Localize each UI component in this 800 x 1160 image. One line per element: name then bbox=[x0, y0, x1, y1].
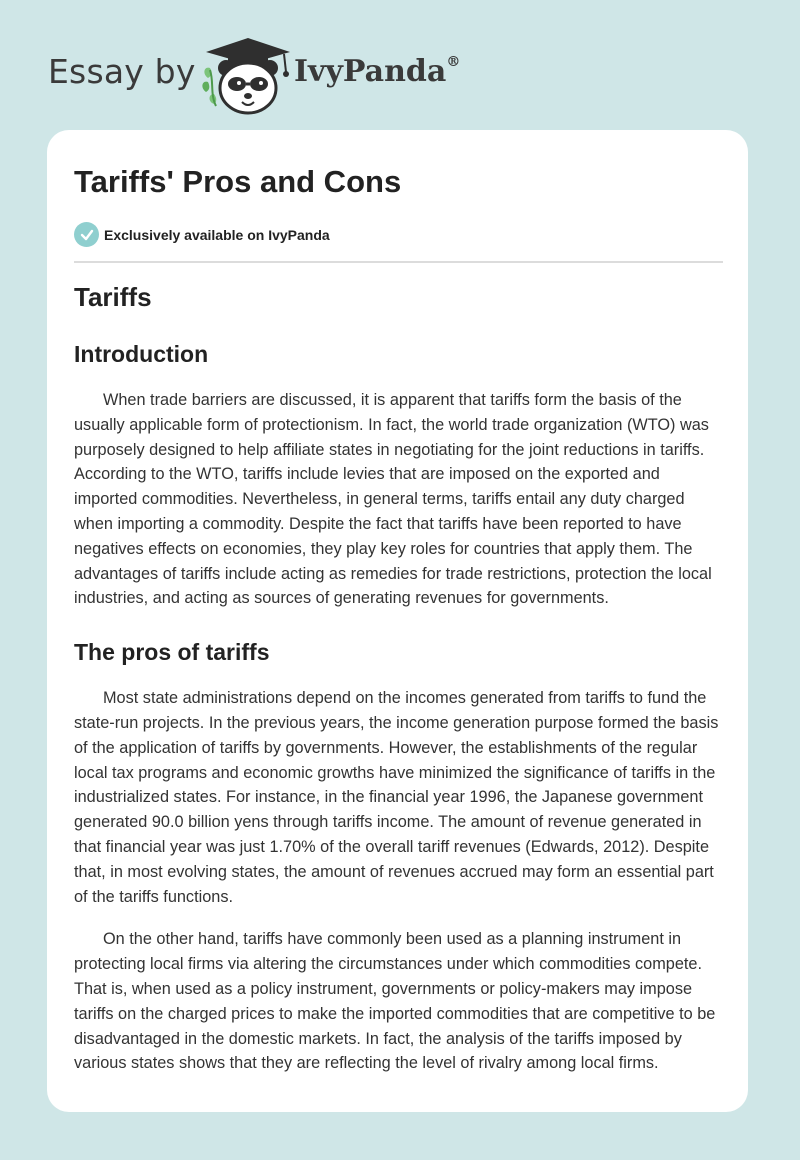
section-heading-tariffs: Tariffs bbox=[74, 282, 152, 312]
section-heading-introduction: Introduction bbox=[74, 341, 209, 367]
exclusive-badge bbox=[74, 222, 330, 247]
essay-by-label: Essay by bbox=[48, 52, 196, 91]
brand-name[interactable] bbox=[294, 54, 460, 89]
exclusive-badge-label: Exclusively available on IvyPanda bbox=[104, 226, 330, 243]
paragraph-pros-2: On the other hand, tariffs have commonly been used as a planning instrument in protecting local firms via altering the circumstances under which commodities compete. That is, when used as a policy instrument, governments or policy-makers may impose tariffs on the charged prices to make the imported commodities that are competitive to be disadvantaged in the domestic markets. In fact, the analysis of the tariffs imposed by various states shows that they are reflecting the level of rivalry among local firms. bbox=[74, 930, 716, 1073]
brand-text: IvyPanda bbox=[294, 54, 447, 89]
registered-mark: ® bbox=[446, 54, 461, 70]
section-heading-pros: The pros of tariffs bbox=[74, 639, 270, 666]
page-title: Tariffs' Pros and Cons bbox=[74, 164, 402, 199]
ivypanda-logo-icon[interactable] bbox=[200, 34, 296, 118]
essay-card bbox=[47, 130, 748, 1112]
paragraph-introduction: When trade barriers are discussed, it is apparent that tariffs form the basis of the usually applicable form of protectionism. In fact, the world trade organization (WTO) was purposely designed to help affiliate states in negotiating for the joint reductions in tariffs. According to the WTO, tariffs include levies that are imposed on the exported and imported commodities. Nevertheless, in general terms, tariffs entail any duty charged when importing a commodity. Despite the fact that tariffs have been reported to have negatives effects on economies, they play key roles for countries that apply them. The advantages of tariffs include acting as remedies for trade restrictions, protection the local industries, and acting as sources of generating revenues for governments. bbox=[74, 391, 712, 608]
site-header bbox=[48, 28, 508, 118]
check-icon bbox=[74, 222, 99, 247]
divider bbox=[74, 261, 723, 263]
essay-body bbox=[74, 282, 724, 1094]
paragraph-pros-1: Most state administrations depend on the incomes generated from tariffs to fund the state-run projects. In the previous years, the income generation purpose formed the basis of the application of tariffs by governments. However, the establishments of the regular local tax programs and economic growths have minimized the significance of tariffs in the industrialized states. For instance, in the financial year 1996, the Japanese government generated 90.0 billion yens through tariffs income. The amount of revenue generated in that financial year was just 1.70% of the overall tariff revenues (Edwards, 2012). Despite that, in most evolving states, the amount of revenues accrued may form an essential part of the tariffs functions. bbox=[74, 689, 719, 906]
